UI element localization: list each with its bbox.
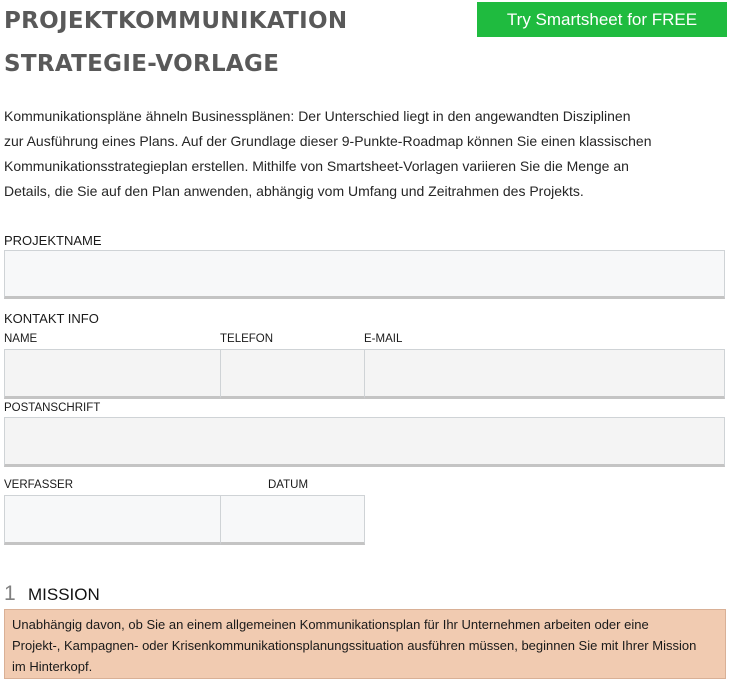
project-name-label: PROJEKTNAME <box>4 233 102 248</box>
address-label: POSTANSCHRIFT <box>4 402 101 414</box>
intro-paragraph <box>4 104 724 204</box>
mission-line: Projekt-, Kampagnen- oder Krisenkommunikationsplanungssituation ausführen müssen, beginnen Sie mit Ihrer Mission <box>12 638 697 653</box>
project-name-field[interactable] <box>4 250 725 299</box>
date-field[interactable] <box>220 495 365 545</box>
mission-line: im Hinterkopf. <box>12 659 93 674</box>
phone-field[interactable] <box>220 349 365 399</box>
intro-line: zur Ausführung eines Plans. Auf der Grundlage dieser 9-Punkte-Roadmap können Sie einen klassischen <box>4 133 652 149</box>
name-field[interactable] <box>4 349 221 399</box>
email-field[interactable] <box>364 349 725 399</box>
mission-description <box>4 609 726 679</box>
author-label: VERFASSER <box>4 479 74 491</box>
section-title-mission: MISSION <box>28 585 100 604</box>
page-title-line-1: PROJEKTKOMMUNIKATION <box>4 8 348 34</box>
date-label: DATUM <box>268 479 309 491</box>
contact-info-label: KONTAKT INFO <box>4 311 99 326</box>
try-smartsheet-button[interactable]: Try Smartsheet for FREE <box>477 2 727 37</box>
author-field[interactable] <box>4 495 221 545</box>
section-number: 1 <box>4 582 16 605</box>
intro-line: Kommunikationspläne ähneln Businessplänen: Der Unterschied liegt in den angewandten Disziplinen <box>4 108 631 124</box>
name-label: NAME <box>4 333 38 345</box>
intro-line: Kommunikationsstrategieplan erstellen. Mithilfe von Smartsheet-Vorlagen variieren Sie die Menge an <box>4 158 629 174</box>
address-field[interactable] <box>4 417 725 467</box>
mission-line: Unabhängig davon, ob Sie an einem allgemeinen Kommunikationsplan für Ihr Unternehmen arbeiten oder eine <box>12 617 649 632</box>
intro-line: Details, die Sie auf den Plan anwenden, abhängig vom Umfang und Zeitrahmen des Projekts. <box>4 183 584 199</box>
page-title-line-2: STRATEGIE-VORLAGE <box>4 51 280 77</box>
phone-label: TELEFON <box>220 333 274 345</box>
email-label: E-MAIL <box>364 333 403 345</box>
